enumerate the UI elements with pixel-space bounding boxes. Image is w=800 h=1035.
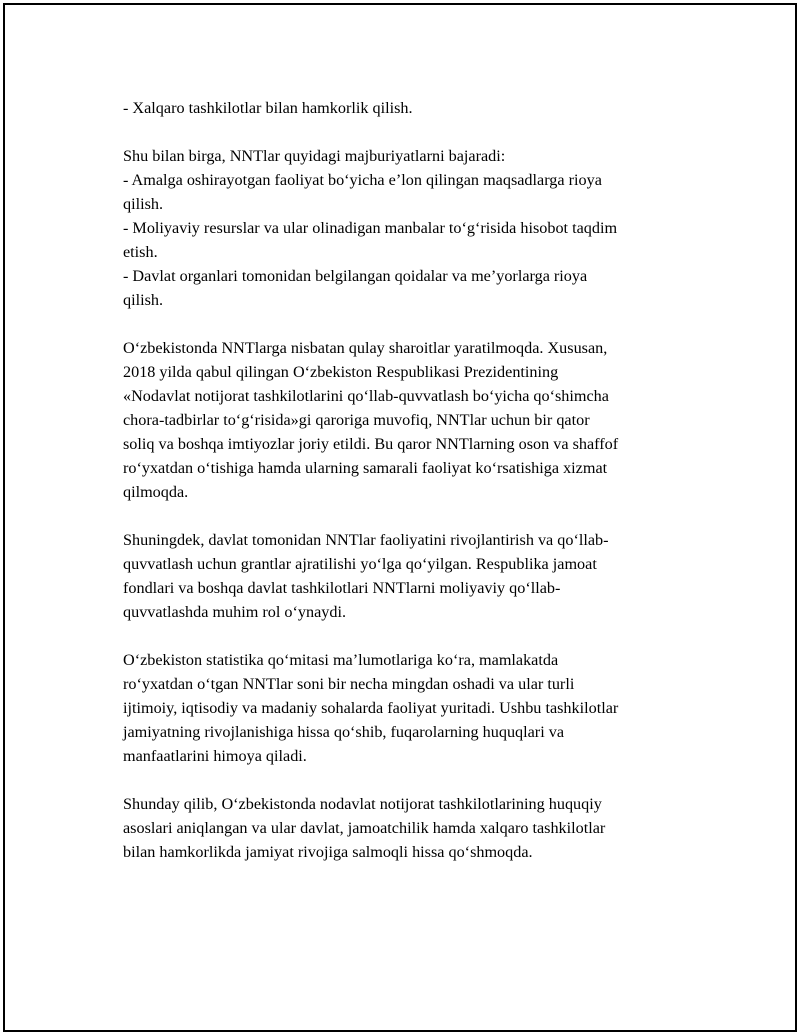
text-line: Shunday qilib, O‘zbekistonda nodavlat notijorat tashkilotlarining huquqiy [123,795,602,813]
text-line: qilish. [123,195,164,213]
text-line: O‘zbekiston statistika qo‘mitasi ma’lumotlariga ko‘ra, mamlakatda [123,651,559,669]
text-line: soliq va boshqa imtiyozlar joriy etildi. Bu qaror NNTlarning oson va shaffof [123,435,619,453]
text-line: quvvatlash uchun grantlar ajratilishi yo‘lga qo‘yilgan. Respublika jamoat [123,555,597,573]
text-line: qilish. [123,291,164,309]
document-body [123,96,693,888]
text-line: asoslari aniqlangan va ular davlat, jamoatchilik hamda xalqaro tashkilotlar [123,819,606,837]
text-line: - Xalqaro tashkilotlar bilan hamkorlik qilish. [123,99,413,117]
text-line: - Amalga oshirayotgan faoliyat bo‘yicha e’lon qilingan maqsadlarga rioya [123,171,602,189]
paragraph [123,648,693,768]
text-line: jamiyatning rivojlanishiga hissa qo‘shib, fuqarolarning huquqlari va [123,723,565,741]
paragraph [123,336,693,504]
text-line: Shu bilan birga, NNTlar quyidagi majburiyatlarni bajaradi: [123,147,506,165]
text-line: - Moliyaviy resurslar va ular olinadigan manbalar to‘g‘risida hisobot taqdim [123,219,618,237]
paragraph [123,528,693,624]
text-line: fondlari va boshqa davlat tashkilotlari NNTlarni moliyaviy qo‘llab- [123,579,561,597]
text-line: «Nodavlat notijorat tashkilotlarini qo‘llab-quvvatlash bo‘yicha qo‘shimcha [123,387,609,405]
text-line: manfaatlarini himoya qiladi. [123,747,307,765]
page-frame [3,3,797,1032]
text-line: - Davlat organlari tomonidan belgilangan qoidalar va me’yorlarga rioya [123,267,588,285]
text-line: O‘zbekistonda NNTlarga nisbatan qulay sharoitlar yaratilmoqda. Xususan, [123,339,608,357]
text-line: etish. [123,243,158,261]
paragraph [123,144,693,312]
paragraph [123,792,693,864]
text-line: quvvatlashda muhim rol o‘ynaydi. [123,603,346,621]
text-line: Shuningdek, davlat tomonidan NNTlar faoliyatini rivojlantirish va qo‘llab- [123,531,609,549]
text-line: 2018 yilda qabul qilingan O‘zbekiston Respublikasi Prezidentining [123,363,559,381]
text-line: qilmoqda. [123,483,189,501]
text-line: ro‘yxatdan o‘tgan NNTlar soni bir necha mingdan oshadi va ular turli [123,675,575,693]
text-line: ijtimoiy, iqtisodiy va madaniy sohalarda faoliyat yuritadi. Ushbu tashkilotlar [123,699,619,717]
text-line: chora-tadbirlar to‘g‘risida»gi qaroriga muvofiq, NNTlar uchun bir qator [123,411,590,429]
paragraph [123,96,693,120]
text-line: bilan hamkorlikda jamiyat rivojiga salmoqli hissa qo‘shmoqda. [123,843,533,861]
text-line: ro‘yxatdan o‘tishiga hamda ularning samarali faoliyat ko‘rsatishiga xizmat [123,459,608,477]
